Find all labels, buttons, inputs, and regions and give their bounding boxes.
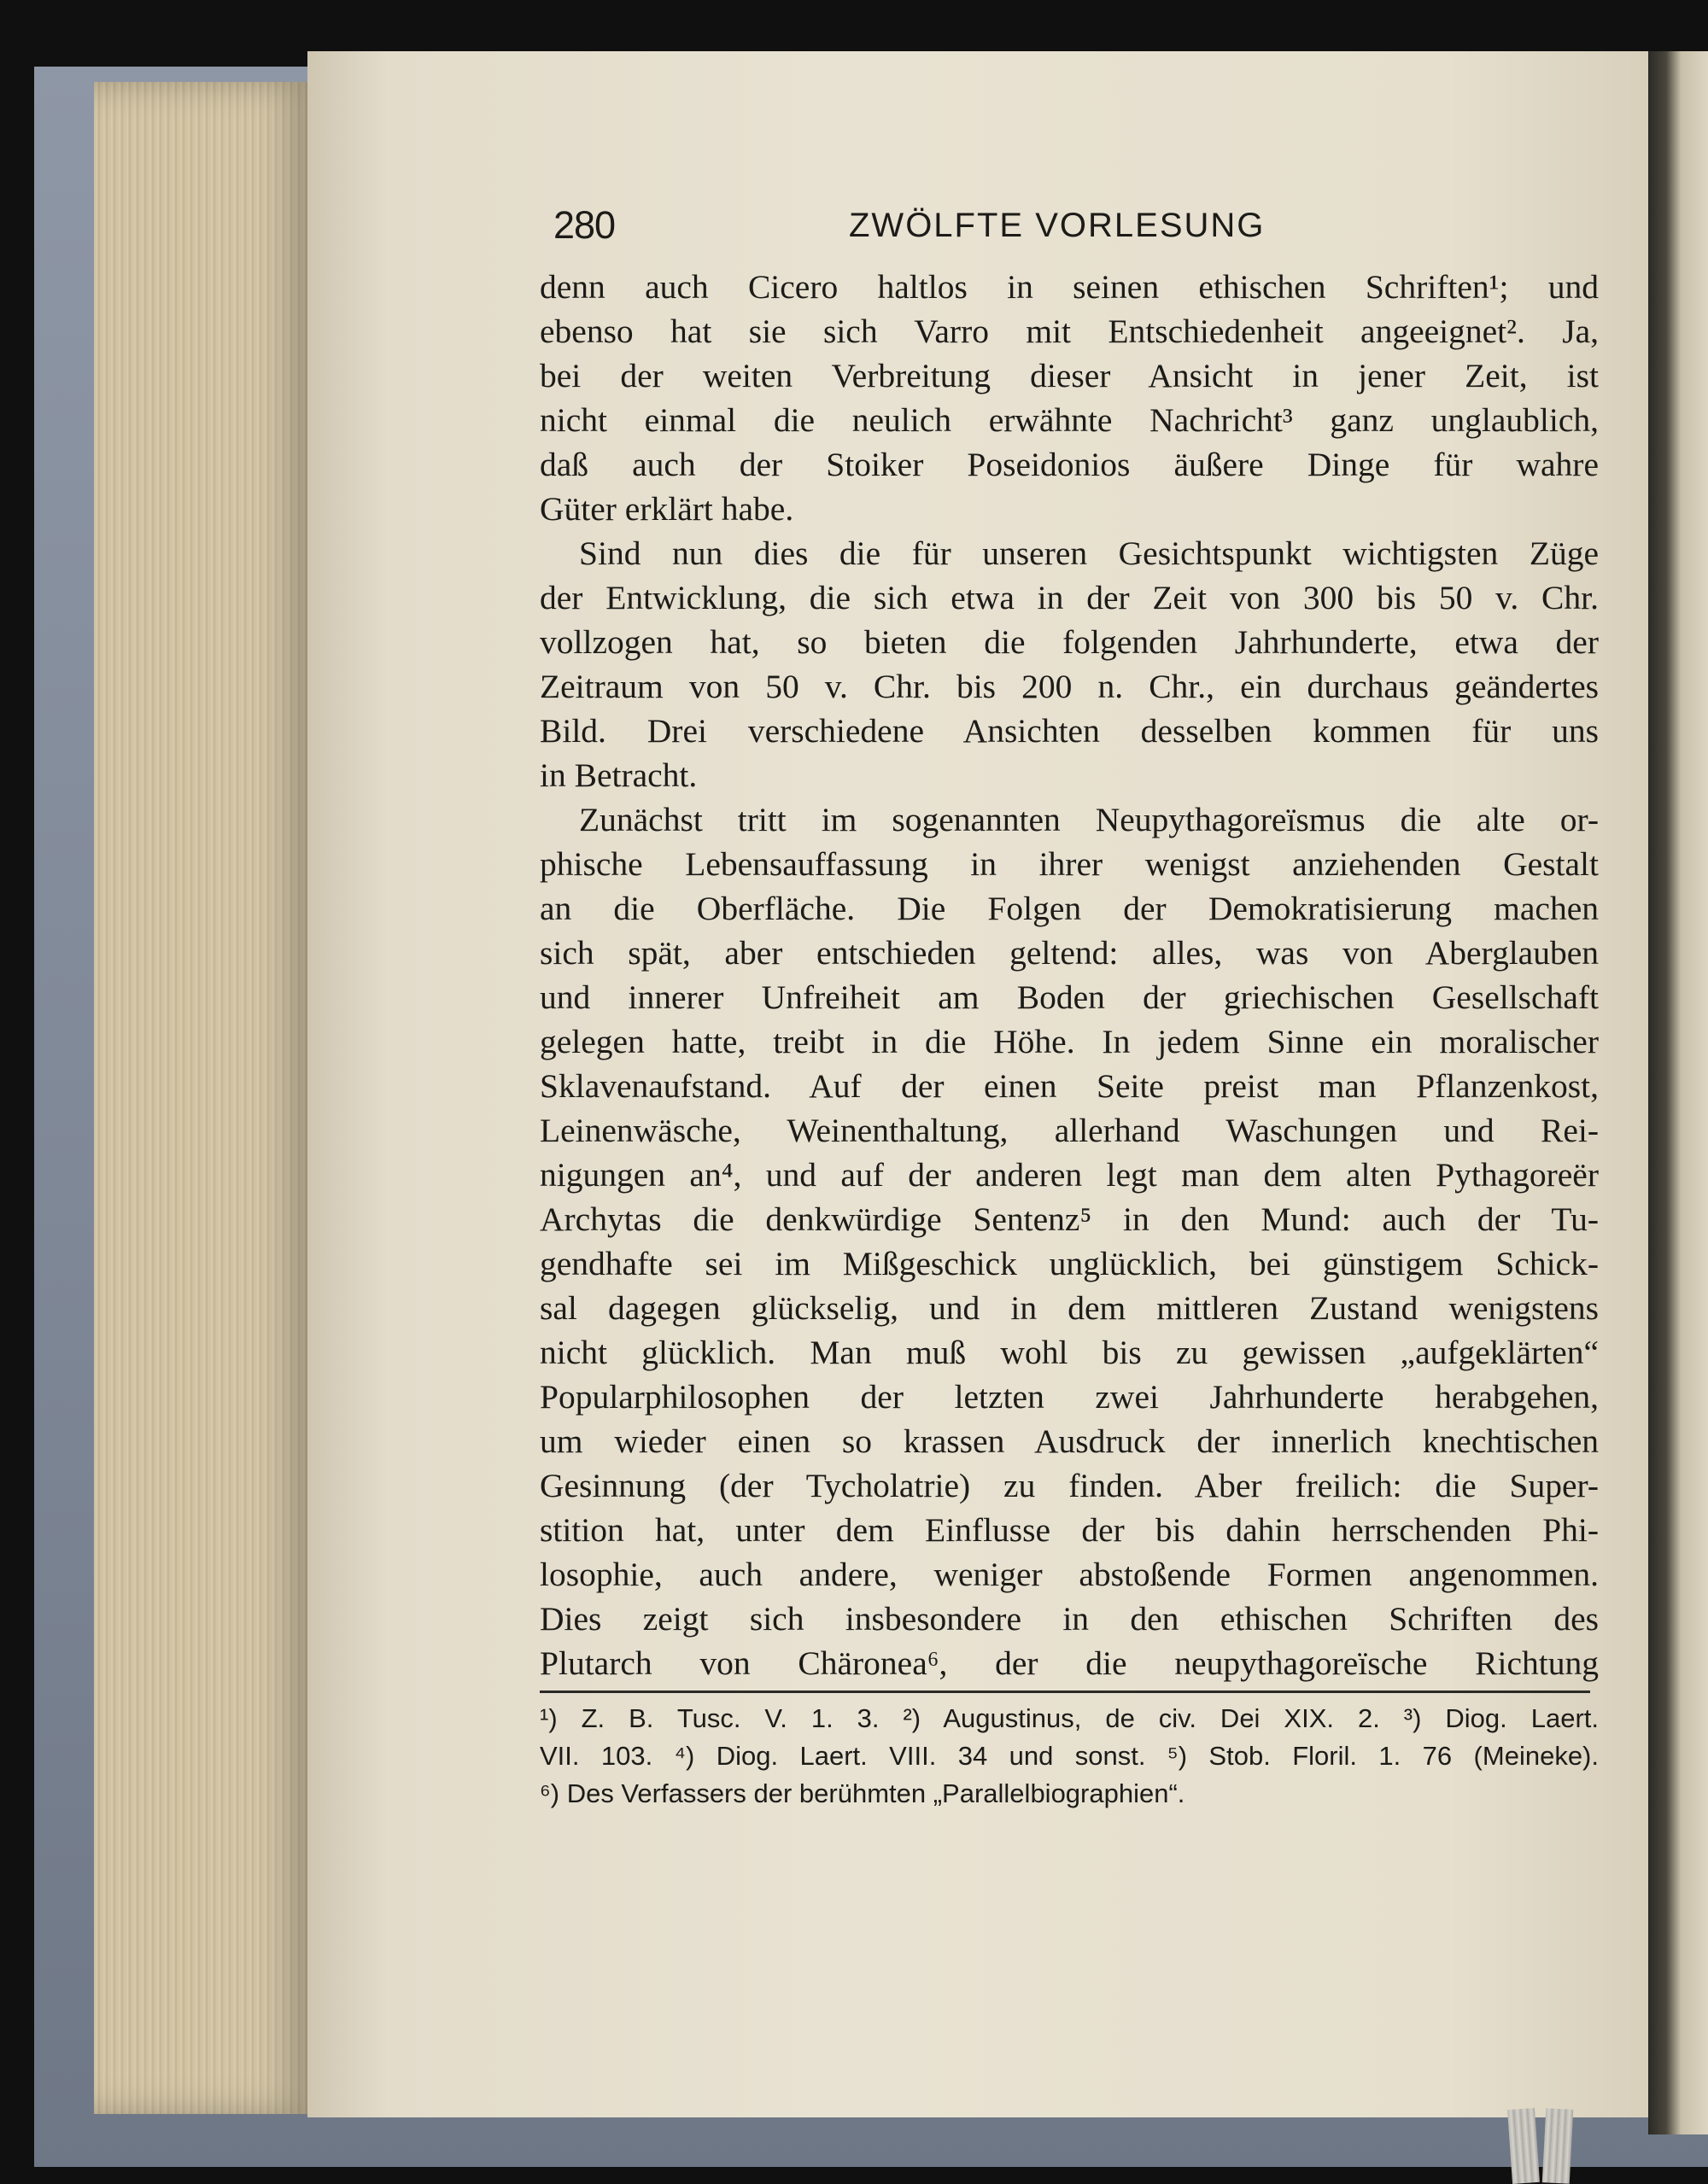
- body-line: und innerer Unfreiheit am Boden der griechischen Gesellschaft: [540, 978, 1599, 1016]
- body-line: Dies zeigt sich insbesondere in den ethischen Schriften des: [540, 1600, 1599, 1638]
- body-line: gelegen hatte, treibt in die Höhe. In jedem Sinne ein moralischer: [540, 1023, 1599, 1060]
- body-line: losophie, auch andere, weniger abstoßende Formen angenommen.: [540, 1556, 1599, 1593]
- running-title: ZWÖLFTE VORLESUNG: [849, 207, 1266, 244]
- page-text: [540, 196, 1599, 1813]
- body-line: Gesinnung (der Tycholatrie) zu finden. Aber freilich: die Super-: [540, 1467, 1599, 1504]
- page-edges: [94, 82, 316, 2114]
- body-line: an die Oberfläche. Die Folgen der Demokratisierung machen: [540, 890, 1599, 927]
- body-text: [540, 265, 1599, 1685]
- body-line: nicht glücklich. Man muß wohl bis zu gewissen „aufgeklärten“: [540, 1334, 1599, 1371]
- page-number: 280: [553, 203, 616, 247]
- body-line: um wieder einen so krassen Ausdruck der innerlich knechtischen: [540, 1422, 1599, 1460]
- footnotes: [540, 1700, 1599, 1813]
- body-line: Sklavenaufstand. Auf der einen Seite preist man Pflanzenkost,: [540, 1067, 1599, 1105]
- body-line: Popularphilosophen der letzten zwei Jahrhunderte herabgehen,: [540, 1378, 1599, 1416]
- body-line: nicht einmal die neulich erwähnte Nachricht³ ganz unglaublich,: [540, 401, 1599, 439]
- body-line: denn auch Cicero haltlos in seinen ethischen Schriften¹; und: [540, 268, 1599, 306]
- footnote-line: ⁶) Des Verfassers der berühmten „Parallelbiographien“.: [540, 1778, 1185, 1808]
- footnote-line: ¹) Z. B. Tusc. V. 1. 3. ²) Augustinus, de civ. Dei XIX. 2. ³) Diog. Laert.: [540, 1703, 1599, 1733]
- body-line: daß auch der Stoiker Poseidonios äußere Dinge für wahre: [540, 446, 1599, 483]
- body-line: stition hat, unter dem Einflusse der bis dahin herrschenden Phi-: [540, 1511, 1599, 1549]
- body-line: Archytas die denkwürdige Sentenz⁵ in den Mund: auch der Tu-: [540, 1200, 1599, 1238]
- running-head: [540, 196, 1599, 265]
- body-line: bei der weiten Verbreitung dieser Ansicht in jener Zeit, ist: [540, 357, 1599, 394]
- body-line: Leinenwäsche, Weinenthaltung, allerhand Waschungen und Rei-: [540, 1112, 1599, 1149]
- body-line: Zunächst tritt im sogenannten Neupythagoreïsmus die alte or-: [579, 801, 1599, 838]
- bookmark-ribbon: [1507, 2108, 1540, 2184]
- body-line: Plutarch von Chäronea⁶, der die neupythagoreïsche Richtung: [540, 1644, 1599, 1682]
- body-line: ebenso hat sie sich Varro mit Entschiedenheit angeeignet². Ja,: [540, 312, 1599, 350]
- bookmark-ribbon: [1542, 2108, 1574, 2184]
- body-line: phische Lebensauffassung in ihrer wenigst anziehenden Gestalt: [540, 845, 1599, 883]
- body-line: vollzogen hat, so bieten die folgenden Jahrhunderte, etwa der: [540, 623, 1599, 661]
- body-line: sich spät, aber entschieden geltend: alles, was von Aberglauben: [540, 934, 1599, 972]
- body-line: Bild. Drei verschiedene Ansichten desselben kommen für uns: [540, 712, 1599, 750]
- body-line: der Entwicklung, die sich etwa in der Zeit von 300 bis 50 v. Chr.: [540, 579, 1599, 616]
- footnote-rule: [540, 1691, 1590, 1693]
- body-line: Sind nun dies die für unseren Gesichtspunkt wichtigsten Züge: [579, 534, 1599, 572]
- body-line: nigungen an⁴, und auf der anderen legt man dem alten Pythagoreër: [540, 1156, 1599, 1194]
- body-line: sal dagegen glückselig, und in dem mittleren Zustand wenigstens: [540, 1289, 1599, 1327]
- footnote-line: VII. 103. ⁴) Diog. Laert. VIII. 34 und sonst. ⁵) Stob. Floril. 1. 76 (Meineke).: [540, 1741, 1599, 1771]
- body-line: Güter erklärt habe.: [540, 490, 794, 528]
- book-gutter: [1648, 51, 1708, 2134]
- body-line: gendhafte sei im Mißgeschick unglücklich, bei günstigem Schick-: [540, 1245, 1599, 1282]
- body-line: Zeitraum von 50 v. Chr. bis 200 n. Chr., ein durchaus geändertes: [540, 668, 1599, 705]
- body-line: in Betracht.: [540, 756, 698, 794]
